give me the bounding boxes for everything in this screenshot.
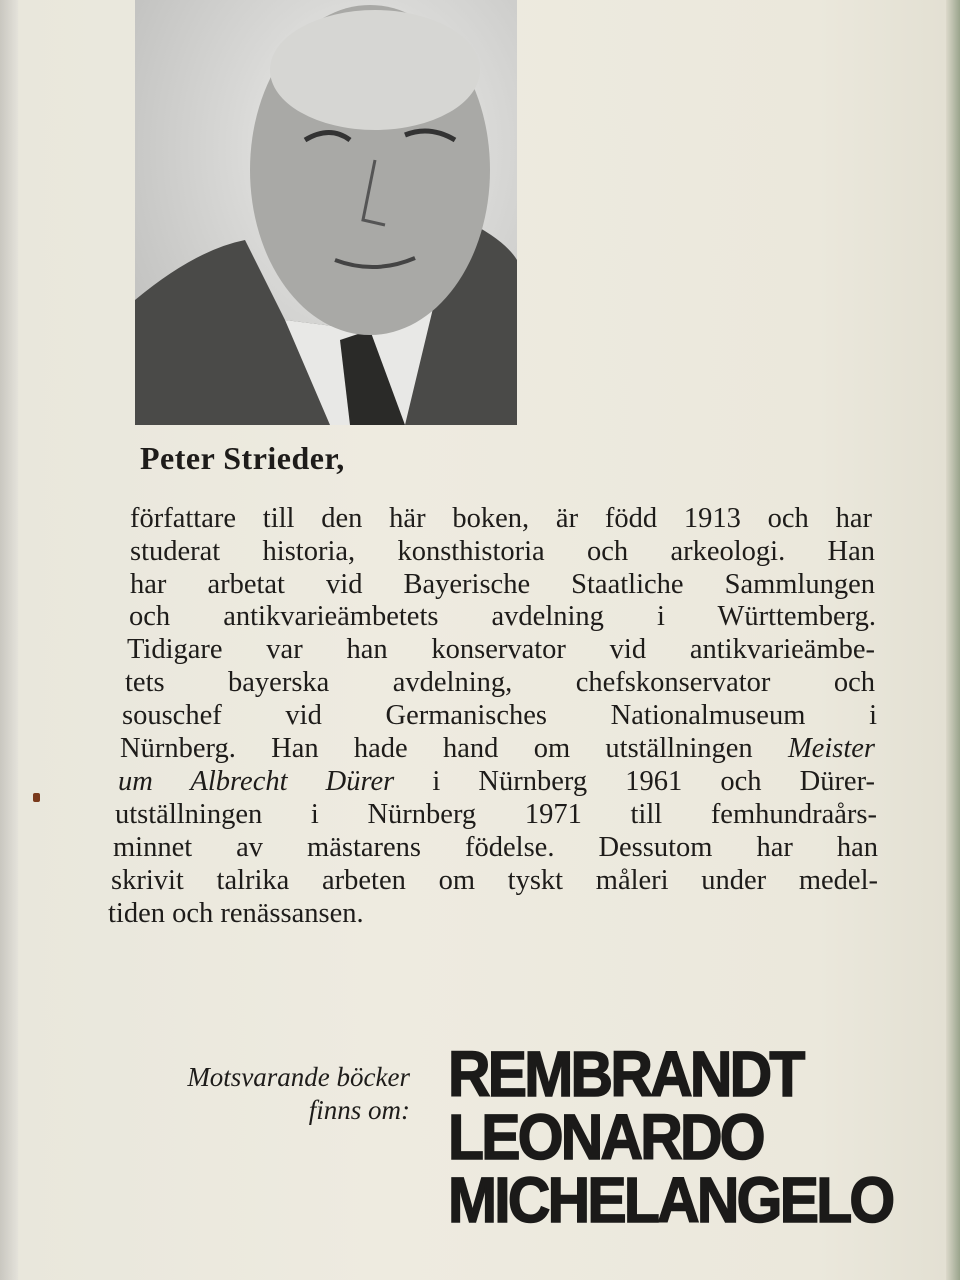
bio-line [120,732,875,766]
related-book-title: REMBRANDT [448,1038,803,1110]
bio-line [118,765,875,799]
bio-line: souschef vid Germanisches Nationalmuseum i [122,700,877,731]
bio-line: tiden och renässansen. [108,898,364,929]
paper-speck [33,793,40,802]
bio-text: i Nürnberg 1961 och Dürer- [432,766,875,797]
bio-line: författare till den här boken, är född 1913 och har [130,503,872,534]
see-also-label: Motsvarande böcker [187,1062,410,1092]
page-left-edge [0,0,18,1280]
author-name-heading: Peter Strieder, [140,440,345,476]
see-also-label: finns om: [308,1095,410,1125]
bio-line: har arbetat vid Bayerische Staatliche Sammlungen [130,569,875,600]
bio-line: studerat historia, konsthistoria och arkeologi. Han [130,536,875,567]
bio-line: och antikvarieämbetets avdelning i Württemberg. [129,601,876,632]
author-portrait-photo [135,0,517,425]
book-cover-edge [946,0,960,1280]
bio-line: tets bayerska avdelning, chefskonservator och [125,667,875,698]
bio-text: Nürnberg. Han hade hand om utställningen [120,733,753,764]
exhibition-title-italic: um Albrecht Dürer [118,766,395,797]
bio-line: utställningen i Nürnberg 1971 till femhundraårs- [115,799,877,830]
bio-line: skrivit talrika arbeten om tyskt måleri under medel- [111,865,878,896]
bio-line: Tidigare var han konservator vid antikvarieämbe- [127,634,875,665]
bio-line: minnet av mästarens födelse. Dessutom har han [113,832,878,863]
related-book-title: LEONARDO [448,1101,763,1173]
related-book-title: MICHELANGELO [448,1164,893,1236]
exhibition-title-italic: Meister [787,733,875,764]
